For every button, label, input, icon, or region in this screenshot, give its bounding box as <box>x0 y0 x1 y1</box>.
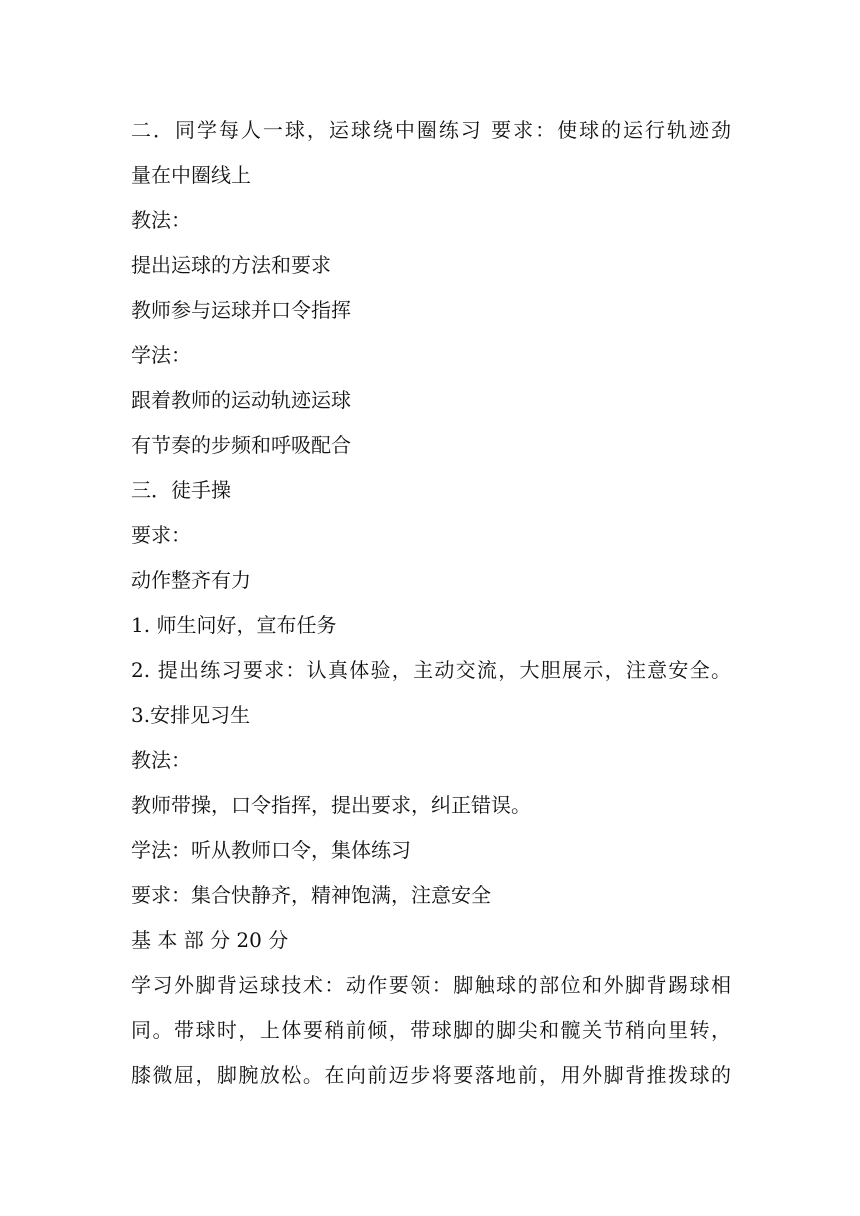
paragraph-line: 学习外脚背运球技术：动作要领：脚触球的部位和外脚背踢球相 <box>131 973 731 997</box>
section-heading: 三．徒手操 <box>131 478 231 502</box>
list-item: 2. 提出练习要求：认真体验，主动交流，大胆展示，注意安全。 <box>131 658 731 682</box>
section-label: 教法： <box>131 748 191 772</box>
section-label: 学法： <box>131 343 191 367</box>
paragraph-line: 教师带操，口令指挥，提出要求，纠正错误。 <box>131 793 531 817</box>
paragraph-line: 膝微屈，脚腕放松。在向前迈步将要落地前，用外脚背推拨球的 <box>131 1063 731 1087</box>
paragraph-line: 跟着教师的运动轨迹运球 <box>131 388 351 412</box>
paragraph-line: 量在中圈线上 <box>131 163 251 187</box>
paragraph-line: 同。带球时，上体要稍前倾，带球脚的脚尖和髋关节稍向里转， <box>131 1018 731 1042</box>
section-label: 要求： <box>131 523 191 547</box>
paragraph-line: 学法：听从教师口令，集体练习 <box>131 838 411 862</box>
list-item: 3.安排见习生 <box>131 703 251 727</box>
section-label: 教法： <box>131 208 191 232</box>
paragraph-line: 二．同学每人一球，运球绕中圈练习 要求：使球的运行轨迹劲 <box>131 118 731 142</box>
document-body <box>131 108 731 1098</box>
section-heading: 基 本 部 分 20 分 <box>131 928 289 952</box>
paragraph-line: 教师参与运球并口令指挥 <box>131 298 351 322</box>
paragraph-line: 动作整齐有力 <box>131 568 251 592</box>
paragraph-line: 提出运球的方法和要求 <box>131 253 331 277</box>
paragraph-line: 有节奏的步频和呼吸配合 <box>131 433 351 457</box>
list-item: 1. 师生问好，宣布任务 <box>131 613 337 637</box>
paragraph-line: 要求：集合快静齐，精神饱满，注意安全 <box>131 883 491 907</box>
